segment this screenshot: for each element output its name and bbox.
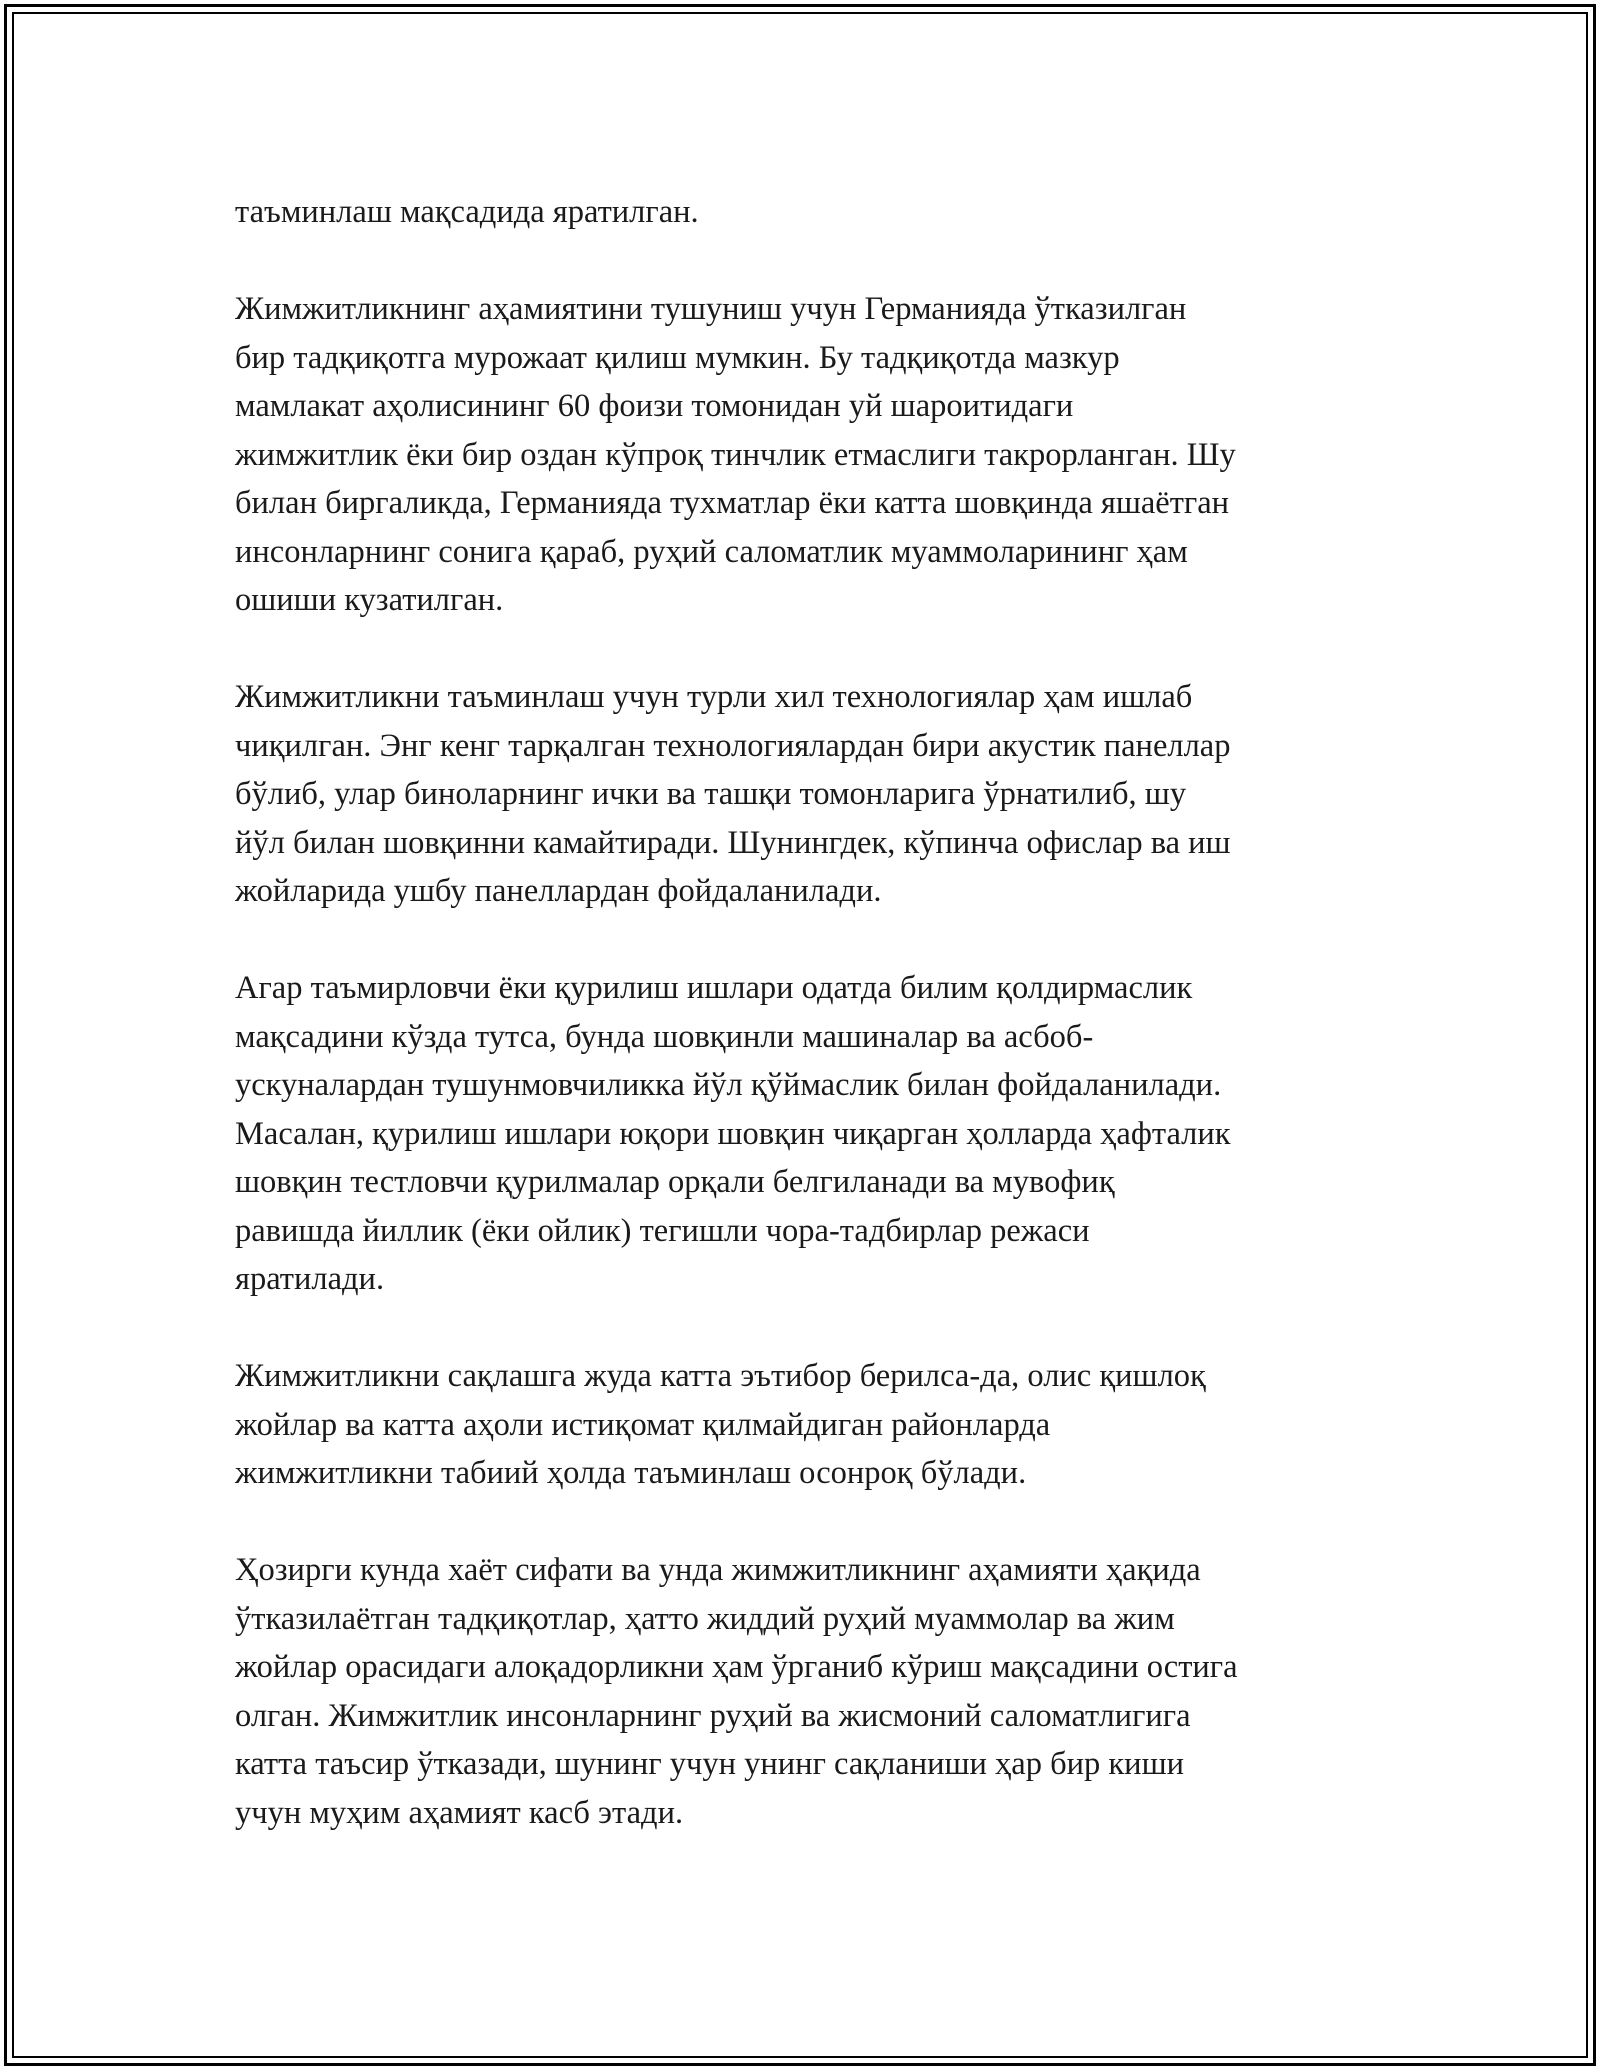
text-line: жимжитликни табиий ҳолда таъминлаш осонроқ бўлади.	[235, 1455, 1027, 1491]
text-line: Масалан, қурилиш ишлари юқори шовқин чиқарган ҳолларда ҳафталик	[235, 1115, 1231, 1152]
text-line: ускуналардан тушунмовчиликка йўл қўймаслик билан фойдаланилади.	[235, 1067, 1222, 1103]
paragraph-2	[235, 285, 1375, 625]
text-line: мамлакат аҳолисининг 60 фоизи томонидан уй шароитидаги	[235, 388, 1074, 424]
text-line: йўл билан шовқинни камайтиради. Шунингдек, кўпинча офислар ва иш	[235, 824, 1231, 861]
text-line: яратилади.	[235, 1261, 385, 1297]
text-line: катта таъсир ўтказади, шунинг учун унинг сақланиши ҳар бир киши	[235, 1746, 1184, 1782]
text-line: мақсадини кўзда тутса, бунда шовқинли машиналар ва асбоб-	[235, 1018, 1094, 1055]
text-line: жойларида ушбу панеллардан фойдаланилади.	[235, 873, 882, 909]
text-line: ўтказилаётган тадқиқотлар, ҳатто жиддий руҳий муаммолар ва жим	[235, 1600, 1175, 1637]
text-line: Ҳозирги кунда хаёт сифати ва унда жимжитликнинг аҳамияти ҳақида	[235, 1552, 1201, 1588]
paragraph-4	[235, 964, 1375, 1304]
text-line: Жимжитликни сақлашга жуда катта эътибор берилса-да, олис қишлоқ	[235, 1358, 1206, 1394]
paragraph-6	[235, 1546, 1375, 1837]
text-line: таъминлаш мақсадида яратилган.	[235, 194, 699, 230]
text-line: Агар таъмирловчи ёки қурилиш ишлари одатда билим қолдирмаслик	[235, 970, 1193, 1006]
text-line: шовқин тестловчи қурилмалар орқали белгиланади ва мувофиқ	[235, 1164, 1115, 1200]
paragraph-3	[235, 673, 1375, 916]
text-line: бўлиб, улар биноларнинг ички ва ташқи томонларига ўрнатилиб, шу	[235, 776, 1187, 812]
text-line: учун муҳим аҳамият касб этади.	[235, 1794, 684, 1831]
text-line: жойлар ва катта аҳоли истиқомат қилмайдиган районларда	[235, 1406, 1051, 1443]
text-line: инсонларнинг сонига қараб, руҳий саломатлик муаммоларининг ҳам	[235, 533, 1188, 570]
text-line: жимжитлик ёки бир оздан кўпроқ тинчлик етмаслиги такрорланган. Шу	[235, 436, 1236, 473]
text-line: жойлар орасидаги алоқадорликни ҳам ўрганиб кўриш мақсадини остига	[235, 1649, 1238, 1685]
paragraph-1	[235, 188, 1375, 237]
document-body	[235, 188, 1375, 1886]
text-line: олган. Жимжитлик инсонларнинг руҳий ва жисмоний саломатлигига	[235, 1697, 1191, 1734]
text-line: ошиши кузатилган.	[235, 582, 504, 618]
text-line: Жимжитликнинг аҳамиятини тушуниш учун Германияда ўтказилган	[235, 291, 1187, 327]
text-line: билан биргаликда, Германияда тухматлар ёки катта шовқинда яшаётган	[235, 485, 1230, 521]
text-line: чиқилган. Энг кенг тарқалган технологиялардан бири акустик панеллар	[235, 727, 1231, 764]
text-line: Жимжитликни таъминлаш учун турли хил технологиялар ҳам ишлаб	[235, 679, 1193, 715]
paragraph-5	[235, 1352, 1375, 1498]
text-line: бир тадқиқотга мурожаат қилиш мумкин. Бу тадқиқотда мазкур	[235, 339, 1120, 376]
text-line: равишда йиллик (ёки ойлик) тегишли чора-тадбирлар режаси	[235, 1212, 1090, 1249]
